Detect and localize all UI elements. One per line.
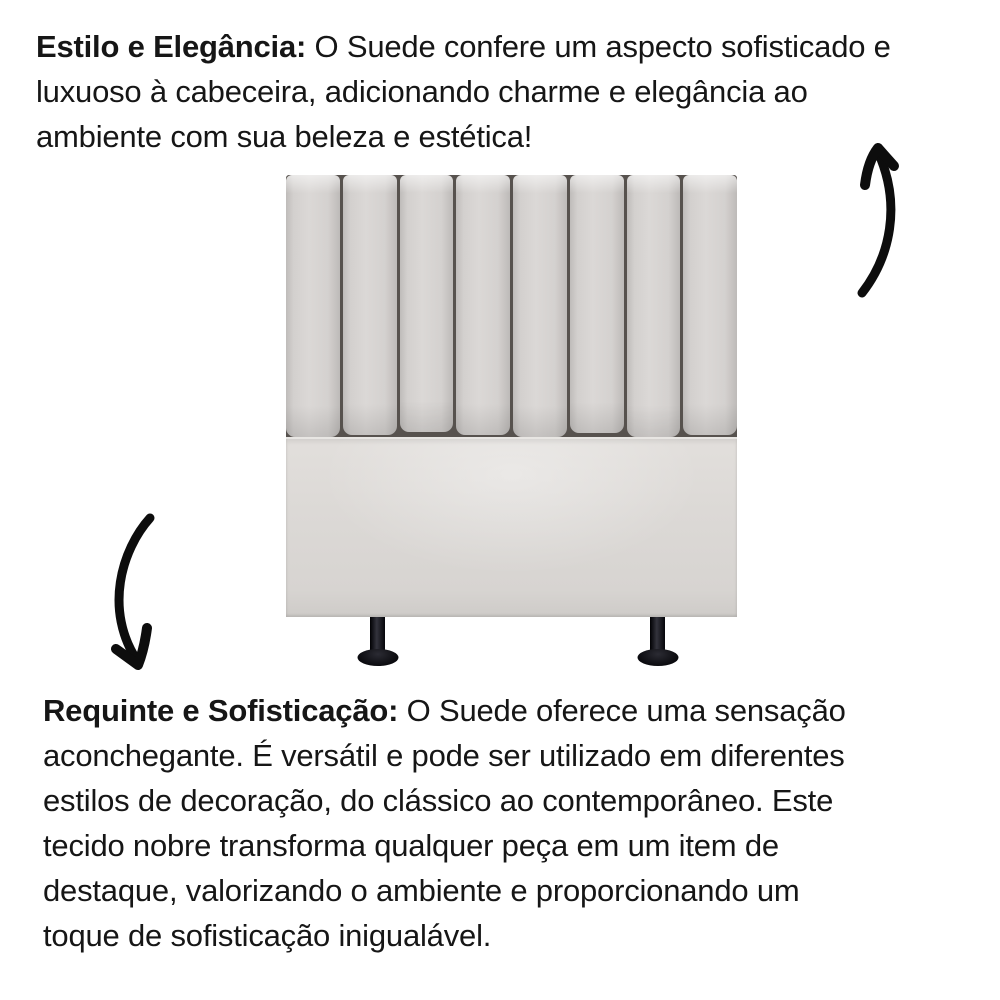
curved-arrow-down-icon — [93, 503, 165, 678]
paragraph-line — [43, 823, 846, 868]
headboard-panel — [627, 175, 681, 437]
top-paragraph — [36, 24, 891, 159]
paragraph-line — [36, 69, 891, 114]
paragraph-line — [43, 688, 846, 733]
headboard-panel — [343, 175, 397, 435]
paragraph-text: estilos de decoração, do clássico ao contemporâneo. Este — [43, 783, 834, 818]
headboard-panel — [683, 175, 737, 435]
headboard-panel — [570, 175, 624, 433]
paragraph-line — [36, 114, 891, 159]
headboard-product-image — [286, 175, 737, 665]
headboard-panel — [400, 175, 454, 432]
paragraph-text: O Suede confere um aspecto sofisticado e — [306, 29, 891, 64]
headboard-panel — [513, 175, 567, 437]
paragraph-text: toque de sofisticação inigualável. — [43, 918, 492, 953]
paragraph-line — [43, 868, 846, 913]
paragraph-line — [36, 24, 891, 69]
headboard-panel — [286, 175, 340, 437]
bottom-paragraph-heading: Requinte e Sofisticação: — [43, 693, 399, 728]
paragraph-line — [43, 778, 846, 823]
paragraph-line — [43, 733, 846, 778]
bottom-paragraph — [43, 688, 846, 958]
headboard-leg-right — [650, 617, 665, 655]
paragraph-text: tecido nobre transforma qualquer peça em um item de — [43, 828, 779, 863]
paragraph-text: luxuoso à cabeceira, adicionando charme e elegância ao — [36, 74, 808, 109]
headboard-base — [286, 437, 737, 617]
headboard-panel — [456, 175, 510, 435]
curved-arrow-up-icon — [843, 133, 915, 308]
paragraph-text: O Suede oferece uma sensação — [398, 693, 846, 728]
paragraph-line — [43, 913, 846, 958]
paragraph-text: destaque, valorizando o ambiente e proporcionando um — [43, 873, 800, 908]
headboard-leg-left — [370, 617, 385, 655]
paragraph-text: ambiente com sua beleza e estética! — [36, 119, 533, 154]
headboard-channels — [286, 175, 737, 437]
top-paragraph-heading: Estilo e Elegância: — [36, 29, 307, 64]
paragraph-text: aconchegante. É versátil e pode ser utilizado em diferentes — [43, 738, 845, 773]
